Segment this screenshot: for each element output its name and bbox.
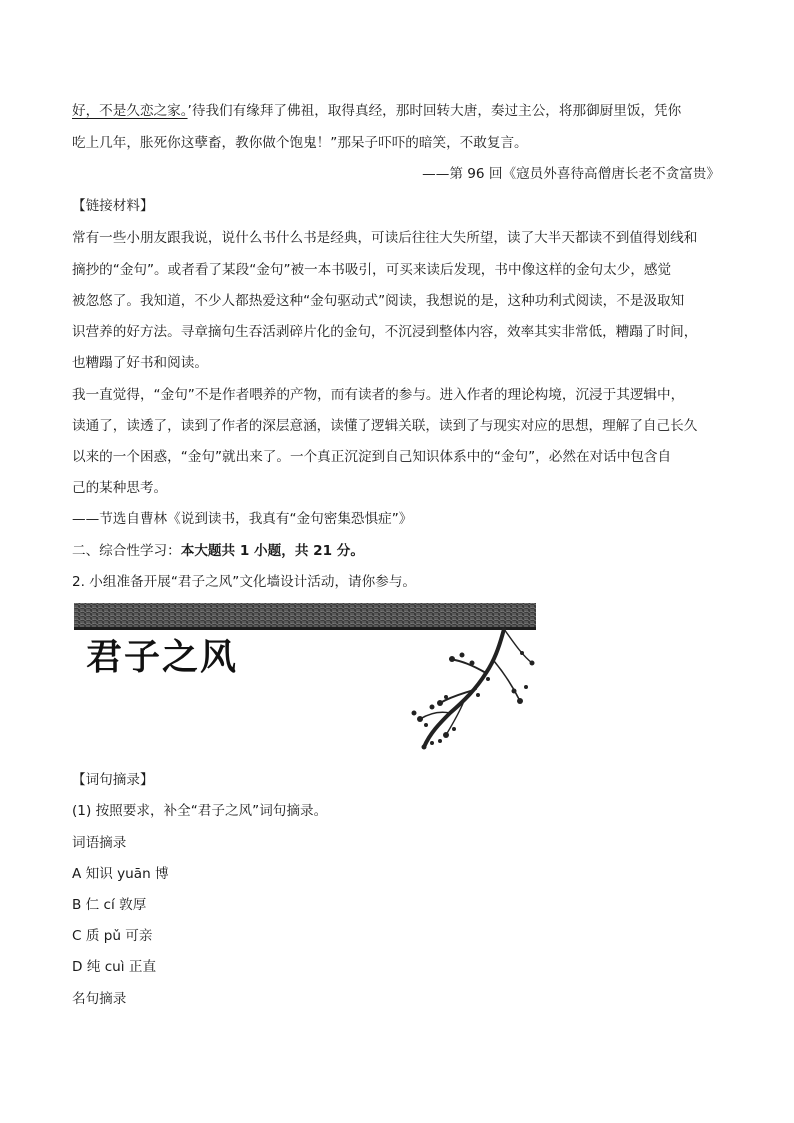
word-item-c: C 质 pǔ 可亲	[72, 928, 153, 944]
link-p2-line: 我一直觉得，“金句”不是作者喂养的产物，而有读者的参与。进入作者的理论构境，沉浸于其逻辑中，	[72, 387, 685, 403]
excerpt-heading: 【词句摘录】	[72, 772, 154, 788]
junzi-banner-image	[74, 603, 536, 755]
passage-line-2: 吃上几年，胀死你这孽畜，教你做个饱鬼！”那呆子吓吓的暗笑，不敢复言。	[72, 135, 528, 151]
word-item-b: B 仁 cí 敦厚	[72, 897, 147, 913]
quotes-label: 名句摘录	[72, 991, 127, 1007]
section-heading	[72, 541, 364, 561]
question-2: 2. 小组准备开展“君子之风”文化墙设计活动，请你参与。	[72, 574, 417, 590]
link-p1-line: 也糟蹋了好书和阅读。	[72, 355, 208, 371]
passage-source: ——第 96 回《寇员外喜待高僧唐长老不贪富贵》	[422, 166, 720, 182]
words-label: 词语摘录	[72, 835, 127, 851]
link-material-heading: 【链接材料】	[72, 198, 154, 214]
link-p2-line: 己的某种思考。	[72, 480, 168, 496]
banner-band	[74, 603, 536, 629]
section-heading-bold: 本大题共 1 小题，共 21 分。	[180, 543, 364, 559]
link-p1-line: 识营养的好方法。寻章摘句生吞活剥碎片化的金句，不沉浸到整体内容，效率其实非常低，糟蹋了时间，	[72, 324, 698, 340]
word-item-a: A 知识 yuān 博	[72, 866, 169, 882]
link-p1-line: 被忽悠了。我知道，不少人都热爱这种“金句驱动式”阅读，我想说的是，这种功利式阅读，不是汲取知	[72, 293, 685, 309]
excerpt-question-1: (1) 按照要求，补全“君子之风”词句摘录。	[72, 803, 328, 819]
passage-line-1	[72, 101, 681, 121]
passage-text: ’待我们有缘拜了佛祖，取得真经，那时回转大唐，奏过主公，将那御厨里饭，凭你	[187, 103, 682, 119]
link-p1-line: 常有一些小朋友跟我说，说什么书什么书是经典，可读后往往大失所望，读了大半天都读不到值得划线和	[72, 230, 698, 246]
banner-title: 君子之风	[86, 636, 239, 678]
word-item-d: D 纯 cuì 正直	[72, 959, 157, 975]
section-heading-prefix: 二、综合性学习：	[72, 543, 181, 559]
link-material-source: ——节选自曹林《说到读书，我真有“金句密集恐惧症”》	[72, 511, 413, 527]
plum-branch-icon	[420, 629, 532, 747]
link-p1-line: 摘抄的“金句”。或者看了某段“金句”被一本书吸引，可买来读后发现，书中像这样的金句太少，感觉	[72, 262, 672, 278]
link-p2-line: 以来的一个困惑，“金句”就出来了。一个真正沉淀到自己知识体系中的“金句”，必然在对话中包含自	[72, 449, 672, 465]
link-p2-line: 读通了，读透了，读到了作者的深层意涵，读懂了逻辑关联，读到了与现实对应的思想，理解了自己长久	[72, 418, 698, 434]
underlined-phrase: 好，不是久恋之家。	[72, 103, 188, 119]
